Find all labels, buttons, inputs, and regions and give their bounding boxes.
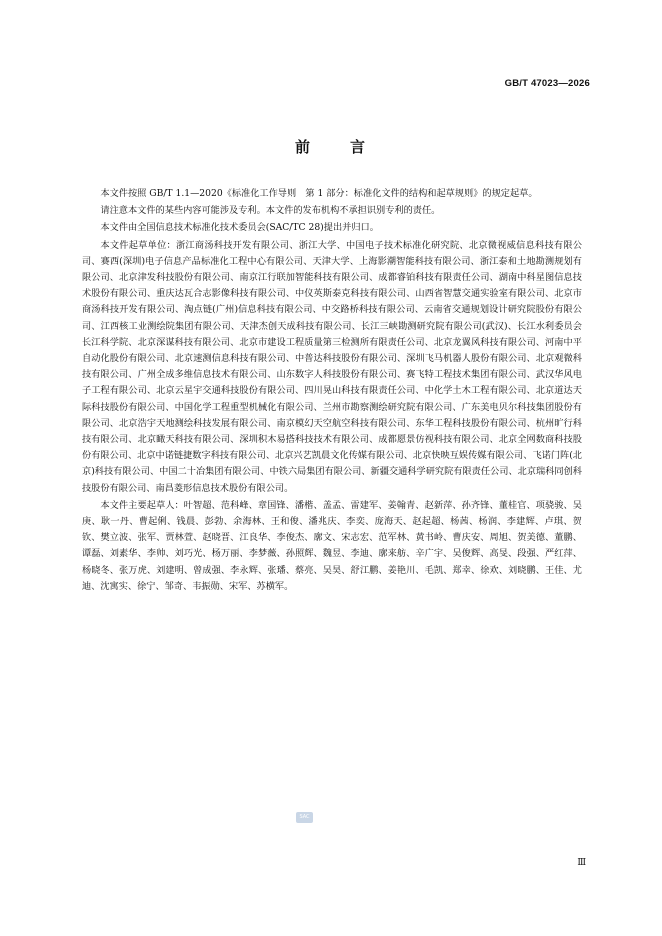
page-title [0, 136, 662, 157]
paragraph-drafting-rules: 本文件按照 GB/T 1.1—2020《标准化工作导则 第 1 部分：标准化文件的结构和起草规则》的规定起草。 [100, 188, 538, 199]
standard-number: GB/T 47023—2026 [504, 78, 590, 89]
paragraph-patent-notice: 请注意本文件的某些内容可能涉及专利。本文件的发布机构不承担识别专利的责任。 [100, 205, 441, 217]
title-char-2: 言 [350, 138, 368, 156]
paragraph-proposer: 本文件由全国信息技术标准化技术委员会(SAC/TC 28)提出并归口。 [100, 222, 379, 234]
foreword-body [82, 186, 582, 595]
page-number: Ⅲ [577, 858, 586, 868]
paragraph-drafters: 本文件主要起草人：叶智超、范科峰、章国锋、潘楷、盖孟、雷建军、姜翰青、赵新萍、孙齐锋、董桂官、项骁骏、吴庚、耿一丹、曹起俐、钱晨、彭勃、余海林、王和俊、潘兆庆、李奕、庞海天、赵起超、杨茜、杨润、李建辉、卢琪、贺钦、樊立波、张军、贾林萱、赵晓晋、江良华、李俊杰、廓文、宋志宏、范军林、黄书岭、曹庆安、周旭、贺美德、董鹏、谭磊、刘素华、李帅、刘巧光、杨万丽、李梦薇、孙照辉、魏昱、李迪、廓来舫、辛广宇、吴俊辉、高旻、段强、严红萍、杨晓冬、张万虎、刘建明、曾成强、李永辉、张璠、蔡亮、吴昊、舒江鹏、姜艳川、毛凯、郑幸、徐欢、刘晓鹏、王佳、尤迪、沈寓实、徐宁、邹奇、韦振勋、宋军、苏横军。 [82, 499, 582, 592]
watermark-logo: SAC [296, 812, 313, 823]
title-char-1: 前 [294, 138, 312, 156]
paragraph-drafting-units: 本文件起草单位：浙江商汤科技开发有限公司、浙江大学、中国电子技术标准化研究院、北京微视威信息科技有限公司、赛西(深圳)电子信息产品标准化工程中心有限公司、天津大学、上海影潮智能科技有限公司、浙江泰和土地勘测规划有限公司、北京津发科技股份有限公司、南京江行联加智能科技有限公司、成都睿铂科技有限责任公司、湖南中科星图信息技术股份有限公司、重庆达瓦合志影像科技有限公司、中仪英斯泰克科技有限公司、山西省智慧交通实验室有限公司、北京市商汤科技开发有限公司、淘点链(广州)信息科技有限公司、中交路桥科技有限公司、云南省交通规划设计研究院股份有限公司、江西核工业测绘院集团有限公司、天津杰创天成科技有限公司、长江三峡勘测研究院有限公司(武汉)、长江水利委员会长江科学院、北京深谋科技有限公司、北京市建设工程质量第三检测所有限责任公司、北京龙翼风科技有限公司、河南中平自动化股份有限公司、北京速测信息科技有限公司、中普达科技股份有限公司、深圳飞马机器人股份有限公司、北京观微科技有限公司、广州全成多维信息技术有限公司、山东数字人科技股份有限公司、赛飞特工程技术集团有限公司、武汉华风电子工程有限公司、北京云星宇交通科技股份有限公司、四川晃山科技有限责任公司、中化学土木工程有限公司、北京道达天际科技股份有限公司、中国化学工程重型机械化有限公司、兰州市勘察测绘研究院有限公司、广东美电贝尔科技集团股份有限公司、北京浩宇天地测绘科技发展有限公司、南京模幻天空航空科技有限公司、东华工程科技股份有限公司、杭州旷行科技有限公司、北京瞰天科技有限公司、深圳积木易搭科技技术有限公司、成都愿景仿视科技有限公司、北京全网数商科技股份有限公司、北京中诺链捷数字科技有限公司、北京兴艺凯晨文化传媒有限公司、北京快映互娱传媒有限公司、飞诺门阵(北京)科技有限公司、中国二十冶集团有限公司、中铁六局集团有限公司、新疆交通科学研究院有限责任公司、北京瑞科同创科技股份有限公司、南昌菱形信息技术股份有限公司。 [82, 239, 582, 494]
